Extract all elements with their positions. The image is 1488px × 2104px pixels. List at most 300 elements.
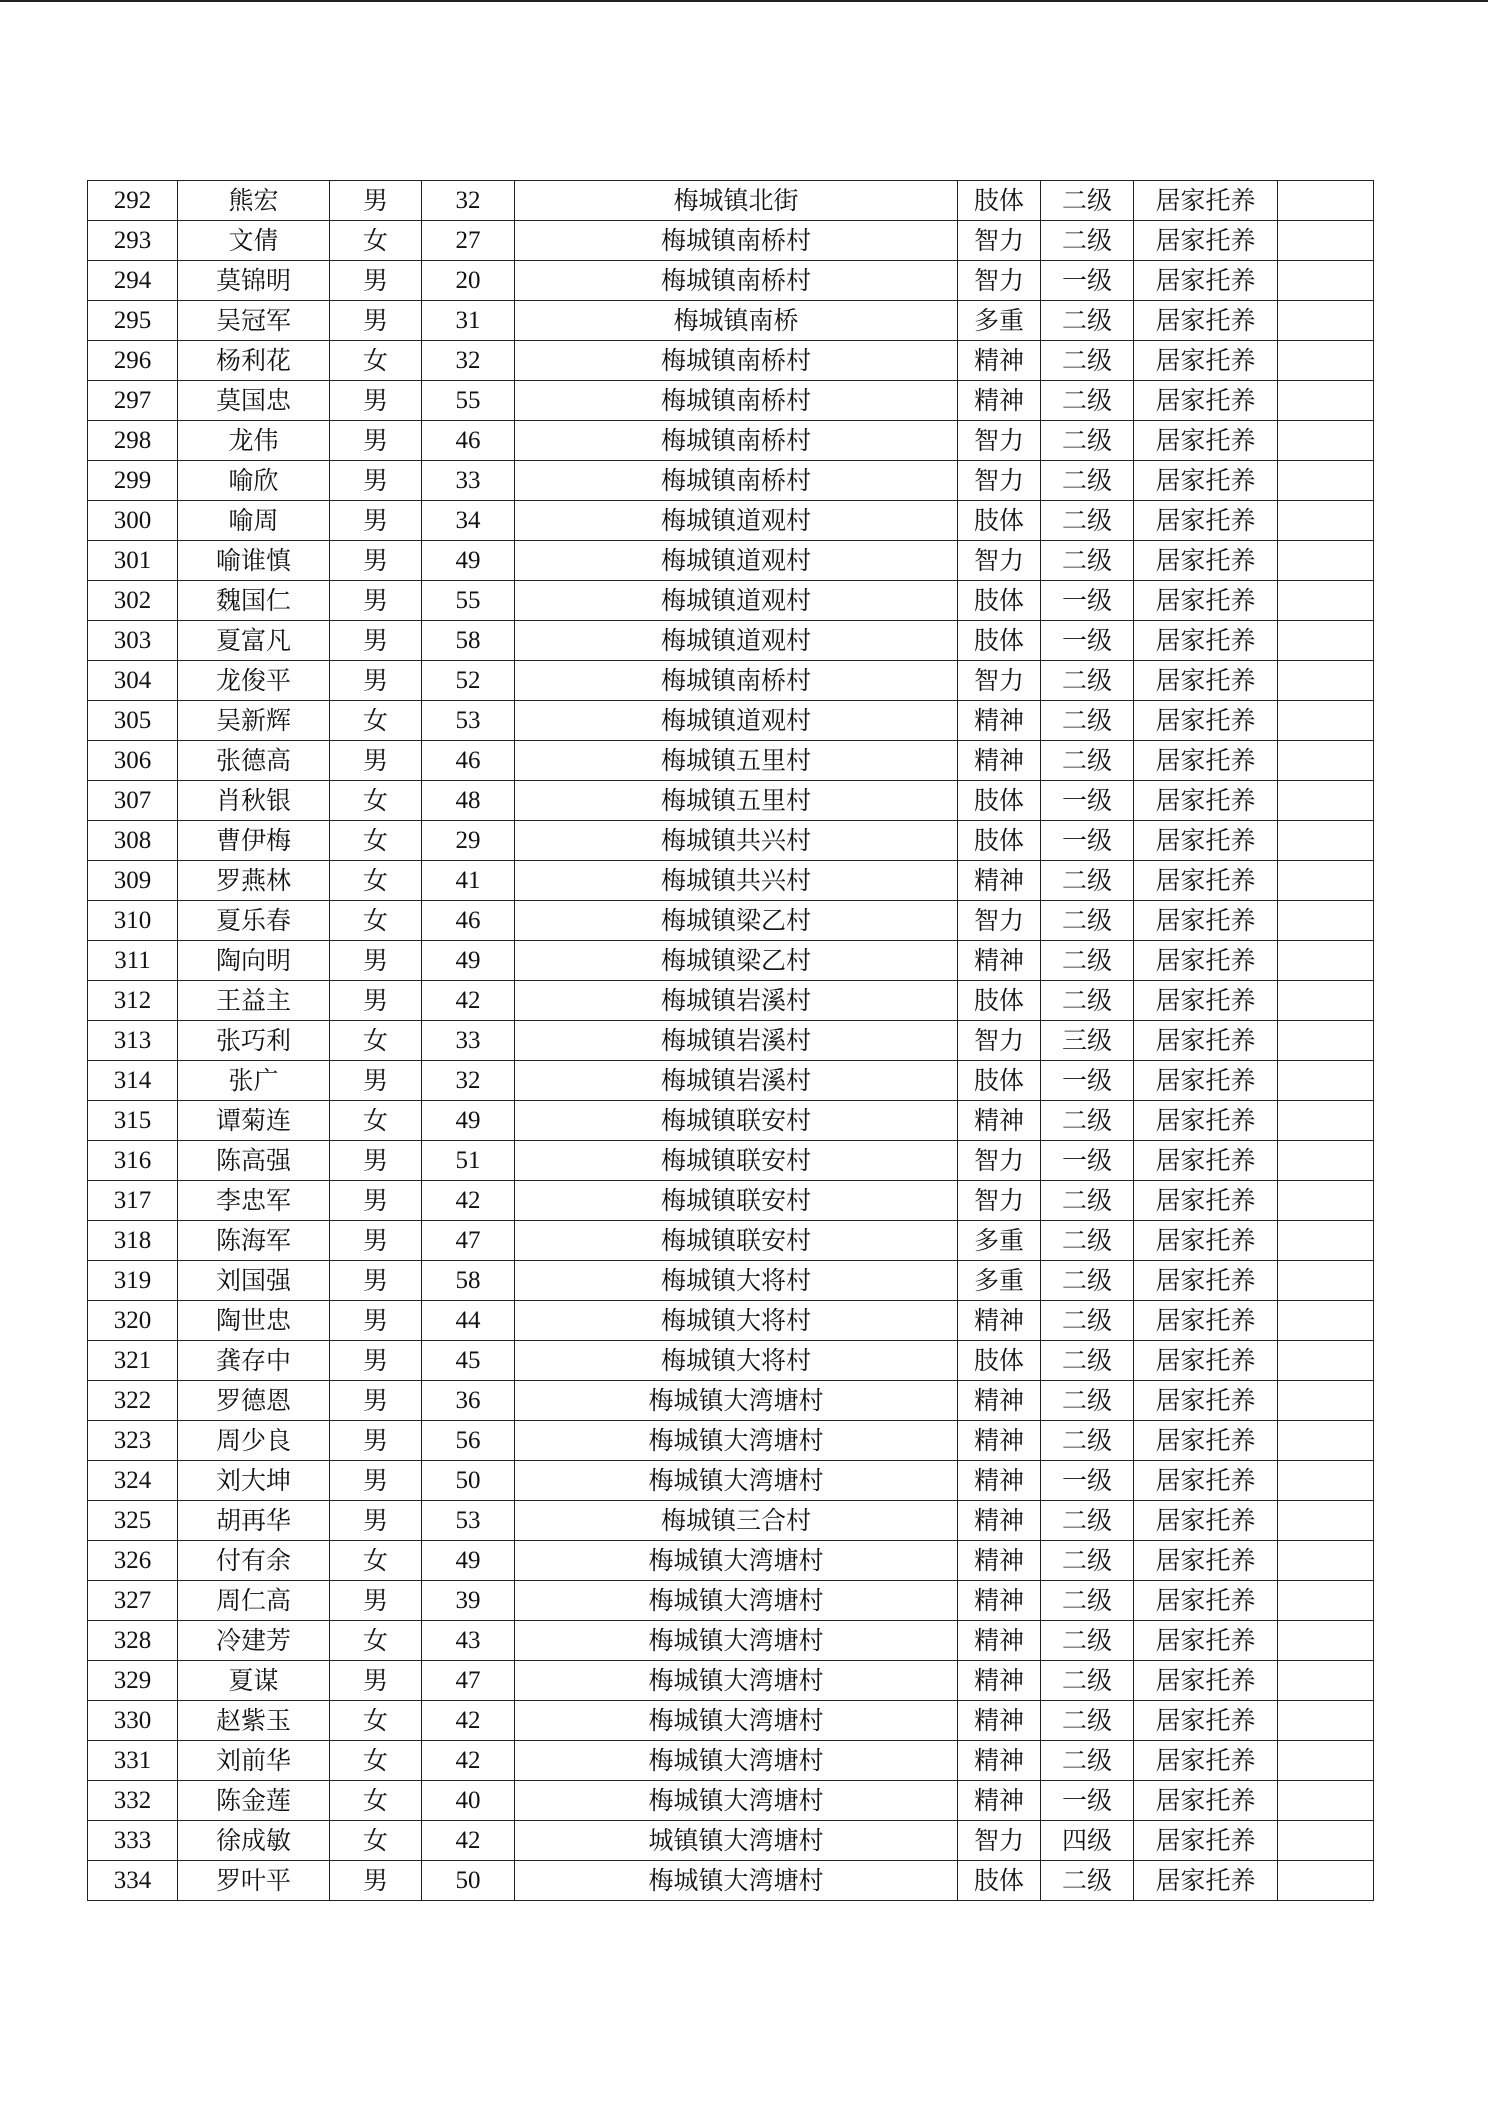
disability-type-cell: 肢体 bbox=[958, 581, 1041, 621]
gender-cell: 男 bbox=[330, 1421, 422, 1461]
table-row bbox=[88, 421, 1374, 461]
row-number-cell: 326 bbox=[88, 1541, 178, 1581]
row-number-cell: 317 bbox=[88, 1181, 178, 1221]
disability-level-cell: 一级 bbox=[1041, 261, 1134, 301]
gender-cell: 男 bbox=[330, 581, 422, 621]
remarks-cell bbox=[1278, 541, 1374, 581]
remarks-cell bbox=[1278, 1301, 1374, 1341]
disability-type-cell: 精神 bbox=[958, 341, 1041, 381]
remarks-cell bbox=[1278, 981, 1374, 1021]
row-number-cell: 297 bbox=[88, 381, 178, 421]
table-row bbox=[88, 1701, 1374, 1741]
disability-level-cell: 四级 bbox=[1041, 1821, 1134, 1861]
disability-type-cell: 肢体 bbox=[958, 501, 1041, 541]
name-cell: 莫锦明 bbox=[178, 261, 330, 301]
age-cell: 47 bbox=[422, 1661, 515, 1701]
disability-type-cell: 精神 bbox=[958, 1301, 1041, 1341]
address-cell: 梅城镇北街 bbox=[515, 181, 958, 221]
care-type-cell: 居家托养 bbox=[1134, 1501, 1278, 1541]
disability-level-cell: 一级 bbox=[1041, 1141, 1134, 1181]
disability-level-cell: 二级 bbox=[1041, 381, 1134, 421]
name-cell: 张巧利 bbox=[178, 1021, 330, 1061]
disability-level-cell: 二级 bbox=[1041, 701, 1134, 741]
remarks-cell bbox=[1278, 421, 1374, 461]
disability-level-cell: 二级 bbox=[1041, 981, 1134, 1021]
remarks-cell bbox=[1278, 1341, 1374, 1381]
address-cell: 梅城镇大湾塘村 bbox=[515, 1701, 958, 1741]
gender-cell: 女 bbox=[330, 781, 422, 821]
row-number-cell: 321 bbox=[88, 1341, 178, 1381]
remarks-cell bbox=[1278, 1021, 1374, 1061]
gender-cell: 男 bbox=[330, 1301, 422, 1341]
care-type-cell: 居家托养 bbox=[1134, 1621, 1278, 1661]
name-cell: 龙俊平 bbox=[178, 661, 330, 701]
table-row bbox=[88, 181, 1374, 221]
remarks-cell bbox=[1278, 1061, 1374, 1101]
age-cell: 48 bbox=[422, 781, 515, 821]
disability-level-cell: 二级 bbox=[1041, 1101, 1134, 1141]
remarks-cell bbox=[1278, 581, 1374, 621]
table-row bbox=[88, 1061, 1374, 1101]
name-cell: 刘国强 bbox=[178, 1261, 330, 1301]
name-cell: 李忠军 bbox=[178, 1181, 330, 1221]
disability-level-cell: 二级 bbox=[1041, 1501, 1134, 1541]
age-cell: 36 bbox=[422, 1381, 515, 1421]
remarks-cell bbox=[1278, 621, 1374, 661]
row-number-cell: 296 bbox=[88, 341, 178, 381]
remarks-cell bbox=[1278, 501, 1374, 541]
table-row bbox=[88, 1661, 1374, 1701]
gender-cell: 男 bbox=[330, 1501, 422, 1541]
remarks-cell bbox=[1278, 1501, 1374, 1541]
remarks-cell bbox=[1278, 181, 1374, 221]
table-row bbox=[88, 301, 1374, 341]
row-number-cell: 302 bbox=[88, 581, 178, 621]
table-row bbox=[88, 1621, 1374, 1661]
remarks-cell bbox=[1278, 1141, 1374, 1181]
age-cell: 31 bbox=[422, 301, 515, 341]
table-row bbox=[88, 1101, 1374, 1141]
remarks-cell bbox=[1278, 661, 1374, 701]
gender-cell: 男 bbox=[330, 381, 422, 421]
row-number-cell: 305 bbox=[88, 701, 178, 741]
disability-level-cell: 二级 bbox=[1041, 1701, 1134, 1741]
row-number-cell: 307 bbox=[88, 781, 178, 821]
row-number-cell: 300 bbox=[88, 501, 178, 541]
remarks-cell bbox=[1278, 1181, 1374, 1221]
table-row bbox=[88, 781, 1374, 821]
care-type-cell: 居家托养 bbox=[1134, 501, 1278, 541]
remarks-cell bbox=[1278, 221, 1374, 261]
disability-type-cell: 精神 bbox=[958, 1661, 1041, 1701]
name-cell: 刘前华 bbox=[178, 1741, 330, 1781]
table-row bbox=[88, 341, 1374, 381]
name-cell: 赵紫玉 bbox=[178, 1701, 330, 1741]
gender-cell: 女 bbox=[330, 221, 422, 261]
remarks-cell bbox=[1278, 1101, 1374, 1141]
disability-type-cell: 多重 bbox=[958, 1261, 1041, 1301]
care-type-cell: 居家托养 bbox=[1134, 461, 1278, 501]
table-row bbox=[88, 901, 1374, 941]
name-cell: 熊宏 bbox=[178, 181, 330, 221]
age-cell: 32 bbox=[422, 341, 515, 381]
disability-type-cell: 肢体 bbox=[958, 1061, 1041, 1101]
row-number-cell: 303 bbox=[88, 621, 178, 661]
table-row bbox=[88, 1181, 1374, 1221]
gender-cell: 女 bbox=[330, 1701, 422, 1741]
address-cell: 梅城镇大湾塘村 bbox=[515, 1461, 958, 1501]
care-type-cell: 居家托养 bbox=[1134, 1581, 1278, 1621]
care-type-cell: 居家托养 bbox=[1134, 1141, 1278, 1181]
gender-cell: 男 bbox=[330, 1581, 422, 1621]
address-cell: 梅城镇大湾塘村 bbox=[515, 1581, 958, 1621]
disability-level-cell: 二级 bbox=[1041, 1861, 1134, 1901]
care-type-cell: 居家托养 bbox=[1134, 181, 1278, 221]
disability-level-cell: 二级 bbox=[1041, 1341, 1134, 1381]
age-cell: 33 bbox=[422, 461, 515, 501]
disability-type-cell: 肢体 bbox=[958, 981, 1041, 1021]
name-cell: 陶世忠 bbox=[178, 1301, 330, 1341]
address-cell: 梅城镇岩溪村 bbox=[515, 1061, 958, 1101]
care-type-cell: 居家托养 bbox=[1134, 861, 1278, 901]
remarks-cell bbox=[1278, 1381, 1374, 1421]
name-cell: 夏富凡 bbox=[178, 621, 330, 661]
care-type-cell: 居家托养 bbox=[1134, 981, 1278, 1021]
age-cell: 42 bbox=[422, 1741, 515, 1781]
gender-cell: 女 bbox=[330, 1821, 422, 1861]
name-cell: 杨利花 bbox=[178, 341, 330, 381]
disability-type-cell: 精神 bbox=[958, 1421, 1041, 1461]
remarks-cell bbox=[1278, 1821, 1374, 1861]
name-cell: 周少良 bbox=[178, 1421, 330, 1461]
gender-cell: 男 bbox=[330, 501, 422, 541]
row-number-cell: 312 bbox=[88, 981, 178, 1021]
care-type-cell: 居家托养 bbox=[1134, 1421, 1278, 1461]
remarks-cell bbox=[1278, 1861, 1374, 1901]
address-cell: 梅城镇大湾塘村 bbox=[515, 1781, 958, 1821]
name-cell: 陈高强 bbox=[178, 1141, 330, 1181]
row-number-cell: 315 bbox=[88, 1101, 178, 1141]
disability-type-cell: 精神 bbox=[958, 861, 1041, 901]
remarks-cell bbox=[1278, 1541, 1374, 1581]
age-cell: 32 bbox=[422, 1061, 515, 1101]
remarks-cell bbox=[1278, 1661, 1374, 1701]
disability-type-cell: 多重 bbox=[958, 1221, 1041, 1261]
disability-level-cell: 二级 bbox=[1041, 941, 1134, 981]
address-cell: 梅城镇岩溪村 bbox=[515, 981, 958, 1021]
remarks-cell bbox=[1278, 821, 1374, 861]
age-cell: 42 bbox=[422, 1821, 515, 1861]
disability-level-cell: 一级 bbox=[1041, 1781, 1134, 1821]
care-type-cell: 居家托养 bbox=[1134, 621, 1278, 661]
gender-cell: 男 bbox=[330, 1661, 422, 1701]
disability-type-cell: 智力 bbox=[958, 1181, 1041, 1221]
row-number-cell: 333 bbox=[88, 1821, 178, 1861]
disability-level-cell: 一级 bbox=[1041, 781, 1134, 821]
address-cell: 梅城镇道观村 bbox=[515, 501, 958, 541]
remarks-cell bbox=[1278, 1421, 1374, 1461]
remarks-cell bbox=[1278, 941, 1374, 981]
gender-cell: 男 bbox=[330, 421, 422, 461]
address-cell: 梅城镇南桥村 bbox=[515, 341, 958, 381]
disability-level-cell: 二级 bbox=[1041, 1421, 1134, 1461]
disability-type-cell: 肢体 bbox=[958, 621, 1041, 661]
name-cell: 罗德恩 bbox=[178, 1381, 330, 1421]
row-number-cell: 330 bbox=[88, 1701, 178, 1741]
address-cell: 梅城镇梁乙村 bbox=[515, 941, 958, 981]
row-number-cell: 320 bbox=[88, 1301, 178, 1341]
age-cell: 49 bbox=[422, 1101, 515, 1141]
care-type-cell: 居家托养 bbox=[1134, 541, 1278, 581]
disability-type-cell: 肢体 bbox=[958, 821, 1041, 861]
row-number-cell: 331 bbox=[88, 1741, 178, 1781]
row-number-cell: 323 bbox=[88, 1421, 178, 1461]
row-number-cell: 327 bbox=[88, 1581, 178, 1621]
disability-level-cell: 二级 bbox=[1041, 341, 1134, 381]
name-cell: 夏谋 bbox=[178, 1661, 330, 1701]
remarks-cell bbox=[1278, 861, 1374, 901]
gender-cell: 男 bbox=[330, 981, 422, 1021]
age-cell: 49 bbox=[422, 541, 515, 581]
age-cell: 20 bbox=[422, 261, 515, 301]
address-cell: 梅城镇共兴村 bbox=[515, 821, 958, 861]
gender-cell: 女 bbox=[330, 861, 422, 901]
page-top-border bbox=[0, 0, 1488, 2]
disability-level-cell: 二级 bbox=[1041, 661, 1134, 701]
table-row bbox=[88, 1341, 1374, 1381]
remarks-cell bbox=[1278, 461, 1374, 501]
table-row bbox=[88, 941, 1374, 981]
gender-cell: 男 bbox=[330, 1861, 422, 1901]
table-row bbox=[88, 541, 1374, 581]
disability-level-cell: 二级 bbox=[1041, 1741, 1134, 1781]
disability-type-cell: 智力 bbox=[958, 261, 1041, 301]
address-cell: 梅城镇南桥村 bbox=[515, 661, 958, 701]
disability-level-cell: 一级 bbox=[1041, 581, 1134, 621]
address-cell: 梅城镇五里村 bbox=[515, 781, 958, 821]
age-cell: 51 bbox=[422, 1141, 515, 1181]
disability-level-cell: 一级 bbox=[1041, 1061, 1134, 1101]
age-cell: 46 bbox=[422, 421, 515, 461]
row-number-cell: 325 bbox=[88, 1501, 178, 1541]
name-cell: 喻周 bbox=[178, 501, 330, 541]
age-cell: 55 bbox=[422, 581, 515, 621]
name-cell: 胡再华 bbox=[178, 1501, 330, 1541]
disability-type-cell: 精神 bbox=[958, 1781, 1041, 1821]
disability-type-cell: 精神 bbox=[958, 701, 1041, 741]
name-cell: 吴冠军 bbox=[178, 301, 330, 341]
table-row bbox=[88, 1861, 1374, 1901]
care-type-cell: 居家托养 bbox=[1134, 1461, 1278, 1501]
row-number-cell: 308 bbox=[88, 821, 178, 861]
address-cell: 梅城镇联安村 bbox=[515, 1101, 958, 1141]
address-cell: 梅城镇梁乙村 bbox=[515, 901, 958, 941]
care-type-cell: 居家托养 bbox=[1134, 1741, 1278, 1781]
care-type-cell: 居家托养 bbox=[1134, 1821, 1278, 1861]
care-type-cell: 居家托养 bbox=[1134, 581, 1278, 621]
remarks-cell bbox=[1278, 1581, 1374, 1621]
gender-cell: 男 bbox=[330, 1221, 422, 1261]
name-cell: 谭菊连 bbox=[178, 1101, 330, 1141]
disability-type-cell: 智力 bbox=[958, 461, 1041, 501]
name-cell: 刘大坤 bbox=[178, 1461, 330, 1501]
care-type-cell: 居家托养 bbox=[1134, 1381, 1278, 1421]
age-cell: 58 bbox=[422, 1261, 515, 1301]
disability-level-cell: 二级 bbox=[1041, 1261, 1134, 1301]
name-cell: 莫国忠 bbox=[178, 381, 330, 421]
care-type-cell: 居家托养 bbox=[1134, 1221, 1278, 1261]
age-cell: 58 bbox=[422, 621, 515, 661]
row-number-cell: 313 bbox=[88, 1021, 178, 1061]
gender-cell: 男 bbox=[330, 621, 422, 661]
age-cell: 55 bbox=[422, 381, 515, 421]
age-cell: 49 bbox=[422, 1541, 515, 1581]
care-type-cell: 居家托养 bbox=[1134, 821, 1278, 861]
name-cell: 龙伟 bbox=[178, 421, 330, 461]
care-type-cell: 居家托养 bbox=[1134, 661, 1278, 701]
address-cell: 梅城镇道观村 bbox=[515, 541, 958, 581]
disability-level-cell: 一级 bbox=[1041, 1461, 1134, 1501]
gender-cell: 女 bbox=[330, 341, 422, 381]
table-row bbox=[88, 1301, 1374, 1341]
disability-level-cell: 二级 bbox=[1041, 901, 1134, 941]
address-cell: 梅城镇大湾塘村 bbox=[515, 1621, 958, 1661]
name-cell: 喻欣 bbox=[178, 461, 330, 501]
care-type-cell: 居家托养 bbox=[1134, 1301, 1278, 1341]
table-row bbox=[88, 1421, 1374, 1461]
gender-cell: 男 bbox=[330, 181, 422, 221]
roster-body bbox=[88, 181, 1374, 1901]
gender-cell: 男 bbox=[330, 1141, 422, 1181]
name-cell: 曹伊梅 bbox=[178, 821, 330, 861]
gender-cell: 男 bbox=[330, 1181, 422, 1221]
disability-level-cell: 二级 bbox=[1041, 1541, 1134, 1581]
name-cell: 肖秋银 bbox=[178, 781, 330, 821]
age-cell: 45 bbox=[422, 1341, 515, 1381]
disability-type-cell: 肢体 bbox=[958, 1341, 1041, 1381]
age-cell: 50 bbox=[422, 1861, 515, 1901]
name-cell: 张德高 bbox=[178, 741, 330, 781]
table-row bbox=[88, 221, 1374, 261]
remarks-cell bbox=[1278, 701, 1374, 741]
remarks-cell bbox=[1278, 341, 1374, 381]
row-number-cell: 295 bbox=[88, 301, 178, 341]
row-number-cell: 324 bbox=[88, 1461, 178, 1501]
disability-type-cell: 肢体 bbox=[958, 781, 1041, 821]
remarks-cell bbox=[1278, 1461, 1374, 1501]
disability-type-cell: 精神 bbox=[958, 1381, 1041, 1421]
disability-level-cell: 三级 bbox=[1041, 1021, 1134, 1061]
name-cell: 张广 bbox=[178, 1061, 330, 1101]
address-cell: 梅城镇联安村 bbox=[515, 1221, 958, 1261]
row-number-cell: 292 bbox=[88, 181, 178, 221]
age-cell: 42 bbox=[422, 1181, 515, 1221]
name-cell: 魏国仁 bbox=[178, 581, 330, 621]
address-cell: 梅城镇大湾塘村 bbox=[515, 1541, 958, 1581]
address-cell: 梅城镇岩溪村 bbox=[515, 1021, 958, 1061]
remarks-cell bbox=[1278, 261, 1374, 301]
name-cell: 陈海军 bbox=[178, 1221, 330, 1261]
address-cell: 城镇镇大湾塘村 bbox=[515, 1821, 958, 1861]
age-cell: 34 bbox=[422, 501, 515, 541]
address-cell: 梅城镇大湾塘村 bbox=[515, 1741, 958, 1781]
row-number-cell: 310 bbox=[88, 901, 178, 941]
disability-level-cell: 二级 bbox=[1041, 221, 1134, 261]
disability-type-cell: 精神 bbox=[958, 1621, 1041, 1661]
row-number-cell: 301 bbox=[88, 541, 178, 581]
care-type-cell: 居家托养 bbox=[1134, 941, 1278, 981]
care-type-cell: 居家托养 bbox=[1134, 1181, 1278, 1221]
address-cell: 梅城镇南桥 bbox=[515, 301, 958, 341]
gender-cell: 男 bbox=[330, 541, 422, 581]
age-cell: 27 bbox=[422, 221, 515, 261]
address-cell: 梅城镇联安村 bbox=[515, 1141, 958, 1181]
age-cell: 46 bbox=[422, 741, 515, 781]
age-cell: 43 bbox=[422, 1621, 515, 1661]
row-number-cell: 299 bbox=[88, 461, 178, 501]
disability-type-cell: 肢体 bbox=[958, 1861, 1041, 1901]
age-cell: 42 bbox=[422, 981, 515, 1021]
care-type-cell: 居家托养 bbox=[1134, 1341, 1278, 1381]
table-row bbox=[88, 1141, 1374, 1181]
care-type-cell: 居家托养 bbox=[1134, 1661, 1278, 1701]
disability-type-cell: 多重 bbox=[958, 301, 1041, 341]
table-row bbox=[88, 701, 1374, 741]
address-cell: 梅城镇联安村 bbox=[515, 1181, 958, 1221]
table-row bbox=[88, 1501, 1374, 1541]
disability-level-cell: 二级 bbox=[1041, 1181, 1134, 1221]
row-number-cell: 293 bbox=[88, 221, 178, 261]
disability-type-cell: 智力 bbox=[958, 1021, 1041, 1061]
row-number-cell: 298 bbox=[88, 421, 178, 461]
age-cell: 49 bbox=[422, 941, 515, 981]
address-cell: 梅城镇大湾塘村 bbox=[515, 1421, 958, 1461]
name-cell: 冷建芳 bbox=[178, 1621, 330, 1661]
table-row bbox=[88, 1461, 1374, 1501]
care-type-cell: 居家托养 bbox=[1134, 301, 1278, 341]
disability-type-cell: 精神 bbox=[958, 941, 1041, 981]
address-cell: 梅城镇五里村 bbox=[515, 741, 958, 781]
remarks-cell bbox=[1278, 1741, 1374, 1781]
table-row bbox=[88, 261, 1374, 301]
gender-cell: 男 bbox=[330, 941, 422, 981]
disability-type-cell: 精神 bbox=[958, 1461, 1041, 1501]
row-number-cell: 332 bbox=[88, 1781, 178, 1821]
gender-cell: 女 bbox=[330, 1101, 422, 1141]
table-row bbox=[88, 1781, 1374, 1821]
address-cell: 梅城镇南桥村 bbox=[515, 221, 958, 261]
name-cell: 陈金莲 bbox=[178, 1781, 330, 1821]
address-cell: 梅城镇大将村 bbox=[515, 1301, 958, 1341]
care-type-cell: 居家托养 bbox=[1134, 261, 1278, 301]
care-type-cell: 居家托养 bbox=[1134, 741, 1278, 781]
name-cell: 陶向明 bbox=[178, 941, 330, 981]
disability-level-cell: 二级 bbox=[1041, 1661, 1134, 1701]
table-row bbox=[88, 621, 1374, 661]
table-row bbox=[88, 981, 1374, 1021]
age-cell: 40 bbox=[422, 1781, 515, 1821]
disability-level-cell: 二级 bbox=[1041, 501, 1134, 541]
row-number-cell: 322 bbox=[88, 1381, 178, 1421]
gender-cell: 男 bbox=[330, 261, 422, 301]
age-cell: 44 bbox=[422, 1301, 515, 1341]
gender-cell: 男 bbox=[330, 1461, 422, 1501]
age-cell: 39 bbox=[422, 1581, 515, 1621]
disability-type-cell: 智力 bbox=[958, 221, 1041, 261]
disability-level-cell: 二级 bbox=[1041, 1301, 1134, 1341]
age-cell: 53 bbox=[422, 701, 515, 741]
name-cell: 徐成敏 bbox=[178, 1821, 330, 1861]
